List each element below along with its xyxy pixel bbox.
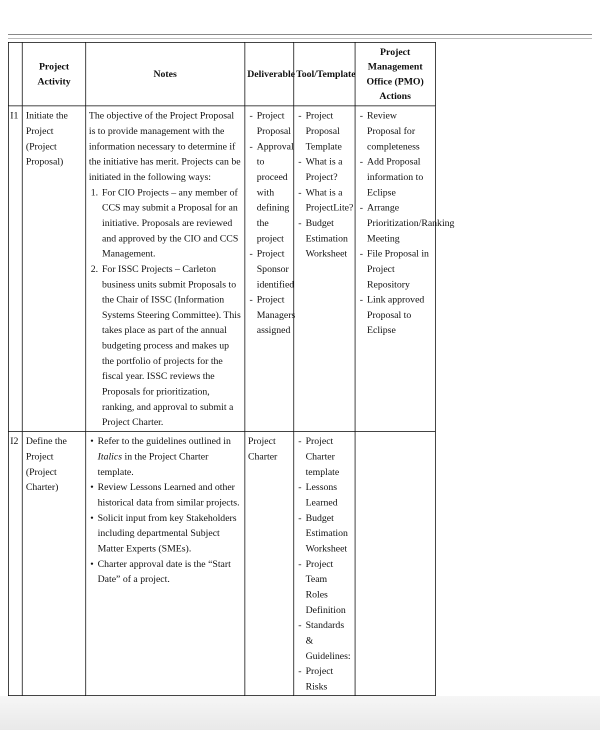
table-row xyxy=(8,106,435,432)
deliverable-item: - Project Proposal xyxy=(248,108,290,139)
row-deliverable xyxy=(245,106,294,432)
header-notes: Notes xyxy=(86,42,245,106)
notes-list-item: 2. For ISSC Projects – Carleton business units submit Proposals to the Chair of ISSC (Information Systems Steering Committee). This takes place as part of the annual budgeting process and makes up the portfolio of projects for the fiscal year. ISSC reviews the Proposals for prioritization, ranking, and approval to submit a Project Charter. xyxy=(101,261,242,430)
pmo-item: - Review Proposal for completeness xyxy=(358,108,432,154)
tool-item: - Project Charter template xyxy=(297,433,352,479)
table-row xyxy=(8,431,435,695)
row-activity: Initiate the Project (Project Proposal) xyxy=(23,106,86,432)
table-header-row xyxy=(8,42,435,106)
pmo-item: - Link approved Proposal to Eclipse xyxy=(358,292,432,338)
header-project-activity: Project Activity xyxy=(23,42,86,106)
row-tool-template xyxy=(294,106,355,432)
tool-list xyxy=(297,433,352,694)
notes-bullet-item: • Review Lessons Learned and other historical data from similar projects. xyxy=(89,479,242,510)
notes-bullet-item: • Solicit input from key Stakeholders including departmental Subject Matter Experts (SMEs). xyxy=(89,510,242,556)
row-notes xyxy=(86,431,245,695)
tool-item: - Project Team Roles Definition xyxy=(297,556,352,617)
tool-item: - Lessons Learned xyxy=(297,479,352,510)
pmo-item: - Arrange Prioritization/Ranking Meeting xyxy=(358,200,432,246)
tool-item: - What is a Project? xyxy=(297,154,352,185)
pmo-item: - Add Proposal information to Eclipse xyxy=(358,154,432,200)
row-tool-template xyxy=(294,431,355,695)
deliverable-item: - Approval to proceed with defining the project xyxy=(248,138,290,245)
row-pmo-actions xyxy=(355,431,435,695)
notes-numbered-list xyxy=(89,184,242,429)
pmo-list xyxy=(358,108,455,338)
notes-bullet-list xyxy=(89,433,242,586)
row-id: I1 xyxy=(8,106,22,432)
header-tool-template: Tool/Template xyxy=(294,42,355,106)
tool-list xyxy=(297,108,352,261)
header-pmo-actions: Project Management Office (PMO) Actions xyxy=(355,42,435,106)
row-pmo-actions xyxy=(355,106,455,432)
header-deliverable: Deliverable xyxy=(245,42,294,106)
notes-bullet-item: • Refer to the guidelines outlined in Italics in the Project Charter template. xyxy=(89,433,242,479)
row-id: I2 xyxy=(8,431,22,695)
tool-item: - Project Risks xyxy=(297,663,352,694)
page-bottom-shade xyxy=(0,696,600,730)
row-deliverable: Project Charter xyxy=(245,431,294,695)
notes-intro: The objective of the Project Proposal is to provide management with the information necessary to determine if the initiative has merit. Projects can be initiated in the following ways: xyxy=(88,109,241,183)
top-rule xyxy=(8,34,592,39)
italic-text: Italics xyxy=(97,450,123,462)
deliverable-item: - Project Sponsor identified xyxy=(248,246,290,292)
deliverable-list xyxy=(248,108,296,338)
tool-item: - Budget Estimation Worksheet xyxy=(297,510,352,556)
row-activity: Define the Project (Project Charter) xyxy=(23,431,86,695)
tool-item: - Standards & Guidelines: xyxy=(297,617,352,663)
tool-item: - Budget Estimation Worksheet xyxy=(297,215,352,261)
tool-item: - What is a ProjectLite? xyxy=(297,184,352,215)
tool-item: - Project Proposal Template xyxy=(297,108,352,154)
notes-bullet-item: • Charter approval date is the “Start Date” of a project. xyxy=(89,556,242,587)
pmo-item: - File Proposal in Project Repository xyxy=(358,246,432,292)
header-id xyxy=(8,42,22,106)
notes-list-item: 1. For CIO Projects – any member of CCS may submit a Proposal for an initiative. Proposals are reviewed and approved by the CIO and CCS Management. xyxy=(101,184,242,261)
project-activity-table xyxy=(8,42,455,696)
row-notes xyxy=(86,106,245,432)
deliverable-item: - Project Managers assigned xyxy=(248,292,290,338)
